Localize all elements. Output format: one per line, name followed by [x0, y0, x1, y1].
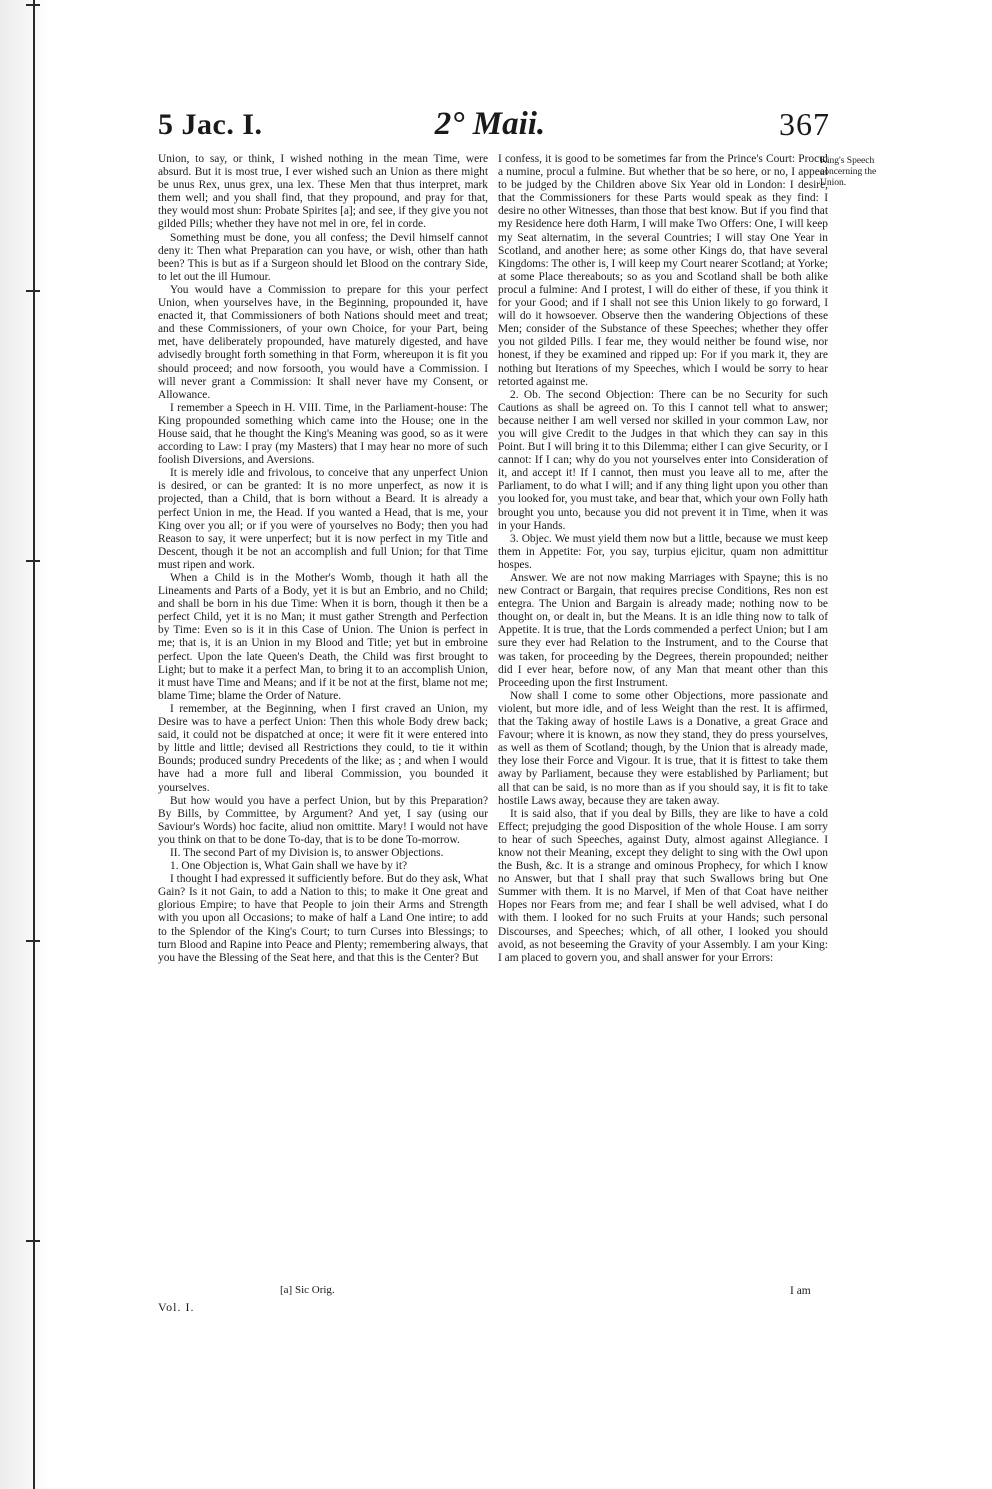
session-date: 2° Maii. [434, 106, 546, 142]
catchword: I am [790, 1285, 811, 1297]
binding-mark [26, 1240, 40, 1242]
paragraph: II. The second Part of my Division is, to answer Objections. [170, 846, 444, 859]
paragraph: But how would you have a perfect Union, but by this Preparation? By Bills, by Committee, by Argument? And yet, I say (using our Saviour's Words) hoc facite, aliud non omittite. Mary! I would not have you think on that to be done To-day, that is to be done To-morrow. [158, 794, 488, 846]
binding-mark [26, 4, 40, 6]
binding-edge [33, 0, 35, 1489]
left-column [158, 153, 488, 965]
paragraph: I thought I had expressed it sufficiently before. But do they ask, What Gain? Is it not Gain, to add a Nation to this; to make it One great and glorious Empire; to have that People to join their Arms and Strength with you upon all Occasions; to make of half a Land One intire; to add to the Splendor of the King's Court; to turn Curses into Blessings; to turn Blood and Rapine into Peace and Plenty; remembering always, that you have the Blessing of the Seat here, and that this is the Center? But [158, 873, 488, 964]
footnote: [a] Sic Orig. [280, 1284, 335, 1296]
volume-signature: Vol. I. [158, 1300, 195, 1314]
marginal-note: King's Speech concerning the Union. [820, 156, 877, 188]
paragraph: 2. Ob. The second Objection: There can be no Security for such Cautions as shall be agreed on. To this I cannot tell what to answer; because neither I am well versed nor skilled in your common Law, nor you will give Credit to the Judges in that which they can say in this Point. But I will bring it to this Dilemma; either I can give Security, or I cannot: If I can; why do you not yourselves enter into Consideration of it, and accept it! If I cannot, then must you leave all to me, after the Parliament, to do what I will; and if any thing light upon you other than you looked for, you must take, and bear that, which your own Folly hath brought you unto, because you did not prevent it in Time, when it was in your Hands. [498, 388, 828, 532]
binding-mark [26, 560, 40, 562]
binding-mark [26, 940, 40, 942]
regnal-year: 5 Jac. I. [158, 108, 263, 141]
paragraph: I confess, it is good to be sometimes far from the Prince's Court: Procul a numine, procul a fulmine. But whether that be so here, or no, I appeal to be judged by the Children above Six Year old in London: I desire, that the Commissioners for these Parts would speak as they find: I desire no other Witnesses, than those that best know. But if you find that my Residence here doth Harm, I will make Two Offers: One, I will keep my Seat alternatim, in the several Countries; I will stay One Year in Scotland, and another here; as some other Kings do, that have several Kingdoms: The other is, I will keep my Court nearer Scotland; at Yorke; at some Place thereabouts; so as you and Scotland shall be both alike procul a fulmine: And I protest, I will do either of these, if you think it for your Good; and if I shall not see this Union likely to go forward, I will do it howsoever. Observe then the wandering Objections of these Men; consider of the Substance of these Speeches; whether they offer you not gilded Pills. I fear me, they would neither be found wise, nor honest, if they be examined and ripped up: For if you mark it, they are nothing but Iterations of my Speeches, which I would be sorry to hear retorted against me. [498, 153, 828, 388]
paragraph: Answer. We are not now making Marriages with Spayne; this is no new Contract or Bargain, that requires precise Conditions, Res non est entegra. The Union and Bargain is already made; nothing now to be thought on, or dealt in, but the Means. It is an idle thing now to talk of Appetite. It is true, that the Lords commended a perfect Union; but I am sure they ever had Relation to the Instrument, and to the Course that was taken, for proceeding by the Degrees, therein propounded; neither did I ever hear, before now, of any Man that meant other than this Proceeding upon the first Instrument. [498, 572, 828, 689]
paragraph: 1. One Objection is, What Gain shall we have by it? [170, 860, 408, 873]
paragraph: I remember a Speech in H. VIII. Time, in the Parliament-house: The King propounded something which came into the House; one in the House said, that he thought the King's Meaning was good, so as it were according to Law: I pray (my Masters) that I may hear no more of such foolish Diversions, and Aversions. [158, 401, 488, 467]
binding-gutter [0, 0, 48, 1489]
right-column [498, 153, 828, 965]
paragraph: Now shall I come to some other Objections, more passionate and violent, but more idle, and of less Weight than the rest. It is affirmed, that the Taking away of hostile Laws is a Donative, a great Grace and Favour; where it is known, as now they stand, they do press yourselves, as well as them of Scotland; though, by the Union that is already made, they lose their Force and Vigour. It is true, that it is fittest to take them away by Parliament, because they were established by Parliament; but all that can be said, is no more than as if you should say, it is fit to take hostile Laws away, because they are taken away. [498, 689, 828, 807]
paragraph: 3. Objec. We must yield them now but a little, because we must keep them in Appetite: For, you say, turpius ejicitur, quam non admittitur hospes. [498, 532, 828, 571]
paragraph: It is merely idle and frivolous, to conceive that any unperfect Union is desired, or can be granted: It is no more unperfect, as now it is projected, than a Child, that is born without a Beard. It is already a perfect Union in me, the Head. If you wanted a Head, that is me, your King over you all; or if you were of yourselves no Body; then you had Reason to say, it were unperfect; but it is now perfect in my Title and Descent, though it be not an accomplish and full Union; for that Time must ripen and work. [158, 467, 488, 571]
paragraph: I remember, at the Beginning, when I first craved an Union, my Desire was to have a perfect Union: Then this whole Body drew back; said, it could not be dispatched at once; it were fit it were entered into by little and little; devised all Restrictions they could, to tie it within Bounds; produced sundry Precedents of the like; as ; and when I would have had a more full and liberal Commission, you bounded it yourselves. [158, 702, 488, 794]
page-number: 367 [779, 106, 830, 142]
paragraph: Union, to say, or think, I wished nothing in the mean Time, were absurd. But it is most true, I ever wished such an Union as there might be unus Rex, unus grex, una lex. These Men that thus interpret, mark them well; and you shall find, that they propound, and pray for that, they would most shun: Probate Spirites [a]; and see, if they give you not gilded Pills; whether they have not mel in ore, fel in corde. [158, 153, 488, 231]
paragraph: When a Child is in the Mother's Womb, though it hath all the Lineaments and Parts of a Body, yet it is but an Embrio, and no Child; and shall be born in his due Time: When it is born, though it then be a perfect Child, yet it is no Man; it must gather Strength and Perfection by Time: Even so is it in this Case of Union. The Union is perfect in me; that is, it is an Union in my Blood and Title; yet but in embroine perfect. Upon the late Queen's Death, the Child was first brought to Light; but to make it a perfect Man, to bring it to an accomplish Union, it must have Time and Means; and if it be not at the first, blame not me; blame Time; blame the Order of Nature. [158, 572, 488, 702]
paragraph: You would have a Commission to prepare for this your perfect Union, when yourselves have, in the Beginning, propounded it, have enacted it, that Commissioners of both Nations should meet and treat; and these Commissioners, of your own Choice, for your Part, being met, have deliberately propounded, have maturely digested, and have advisedly brought forth something in that Form, whereupon it is fit you should proceed; and now forsooth, you would have a Commission. I will never grant a Commission: It shall never have my Consent, or Allowance. [158, 283, 488, 401]
book-page [150, 98, 877, 1343]
running-header [150, 98, 830, 150]
paragraph: It is said also, that if you deal by Bills, they are like to have a cold Effect; prejudging the good Disposition of the whole House. I am sorry to hear of such Speeches, against Duty, almost against Allegiance. I know not their Meaning, except they delight to sing with the Owl upon the Bush, &c. It is a strange and ominous Prophecy, for which I know no Answer, but that I shall pray that such Swallows bring but One Summer with them. It is no Marvel, if Men of that Coat have neither Hopes nor Fears from me; and fear I shall be well advised, what I do with them. I looked for no such Fruits at your Hands; such personal Discourses, and Speeches; which, of all other, I looked you should avoid, as not beseeming the Gravity of your Assembly. I am your King: I am placed to govern you, and shall answer for your Errors: [498, 807, 828, 964]
paragraph: Something must be done, you all confess; the Devil himself cannot deny it: Then what Preparation can you have, or wish, other than hath been? This is but as if a Surgeon should let Blood on the contrary Side, to let out the ill Humour. [158, 231, 488, 283]
binding-mark [26, 290, 40, 292]
